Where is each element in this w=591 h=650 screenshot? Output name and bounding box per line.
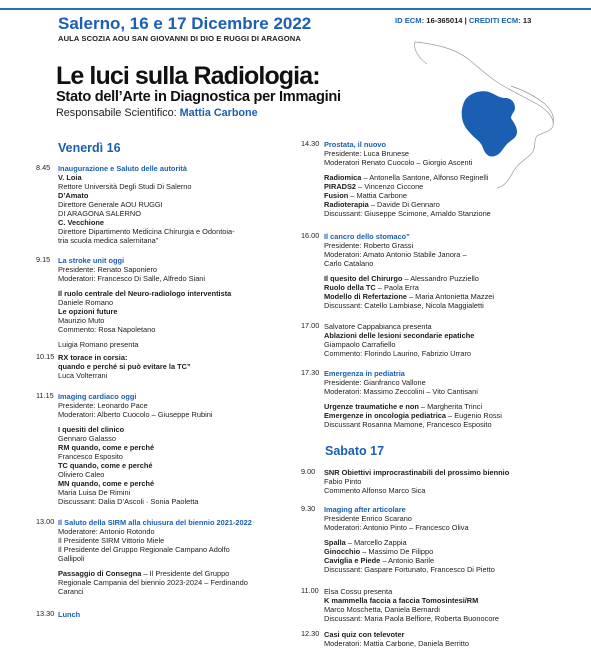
session-details [58,353,298,380]
session-text: Discussant: Gaspare Fortunato, Francesco Di Pietto [324,565,495,575]
talk-title: TC quando, come e perché [58,461,153,471]
talk-title: Passaggio di Consegna [58,569,142,579]
session-time: 11.00 [301,586,319,595]
session-text: Il Presidente del Gruppo Regionale Campano Adolfo [58,545,230,555]
talk-line [324,556,584,565]
session-text: Caranci [58,587,84,597]
talk-speaker: – Antonella Santone, Alfonso Reginelli [361,173,489,183]
session-text: Discussant: Giuseppe Scimone, Arnaldo Stanzione [324,209,491,219]
talk-speaker: – Paola Erra [375,283,419,293]
session-text: Salvatore Cappabianca presenta [324,322,432,331]
session-text: Direttore Dipartimento Medicina Chirurgia e Odontoia- [58,227,235,237]
talk-title: Casi quiz con televoter [324,630,405,639]
session-text: Carlo Catalano [324,259,374,269]
session-text: Presidente: Roberto Grassi [324,241,414,251]
session-details [324,505,584,574]
session-details [324,140,584,218]
session-details [324,232,584,310]
session-details [58,392,298,506]
session-details [58,164,298,245]
session-text: Direttore Generale AOU RUGGI [58,200,163,210]
ecm-id-label: ID ECM: [395,16,425,25]
session-text: Moderatori: Antonio Pinto – Francesco Oliva [324,523,469,533]
session-time: 17.30 [301,368,320,377]
talk-line [324,402,584,411]
session-text: Commento: Rosa Napoletano [58,325,156,335]
talk-title: RX torace in corsia: [58,353,128,362]
talk-speaker: – Massimo De Filippo [360,547,434,557]
session-time: 16.00 [301,231,320,240]
session-time: 13.00 [36,517,55,526]
session-text: Francesco Esposito [58,452,123,462]
puglia-outline [511,86,554,124]
session-title: Imaging after articolare [324,505,406,514]
talk-line [58,569,298,578]
session-time: 9.00 [301,467,316,476]
session-time: 10.15 [36,352,55,361]
session-text: Il Presidente SIRM Vittorio Miele [58,536,165,546]
session-details [324,468,584,495]
talk-speaker: – Davide Di Gennaro [368,200,440,210]
session-text: Gennaro Galasso [58,434,116,444]
session-time: 13.30 [36,609,55,618]
session-title: Emergenza in pediatria [324,369,405,378]
event-venue: AULA SCOZIA AOU SAN GIOVANNI DI DIO E RUGGI DI ARAGONA [58,34,301,43]
session-time: 11.15 [36,391,54,400]
talk-line [324,200,584,209]
talk-title: Ginocchio [324,547,361,557]
talk-title: RM quando, come e perché [58,443,155,453]
talk-title: PIRADS2 [324,182,357,192]
session-title: La stroke unit oggi [58,256,125,265]
session-title: Inaugurazione e Saluto delle autorità [58,164,187,173]
session-text: Presidente: Leonardo Pace [58,401,148,411]
day-heading-friday: Venerdì 16 [58,141,121,155]
session-text: Discussant Rosanna Mamone, Francesco Esposito [324,420,492,430]
session-text: Moderatori: Mattia Carbone, Daniela Berritto [324,639,470,649]
session-text: Moderatori: Amato Antonio Stabile Janora – [324,250,467,260]
session-text: Presidente: Luca Brunese [324,149,410,159]
ecm-credits-value: 13 [520,16,532,25]
session-time: 8.45 [36,163,51,172]
session-text: Moderatori: Francesco Di Salle, Alfredo Siani [58,274,206,284]
session-text: Presidente: Renato Saponiero [58,265,158,275]
session-title: Il cancro dello stomaco” [324,232,410,241]
session-text: Maurizio Muto [58,316,105,326]
talk-title: V. Loia [58,173,82,183]
event-date: Salerno, 16 e 17 Dicembre 2022 [58,14,312,33]
session-details [324,630,584,648]
session-text: Luca Volterrani [58,371,108,381]
talk-line [324,182,584,191]
talk-title: Ruolo della TC [324,283,376,293]
top-rule [0,8,591,10]
talk-line [324,292,584,301]
session-text: Moderatori: Alberto Cuocolo – Giuseppe Rubini [58,410,213,420]
session-text: Moderatore: Antonio Rotondo [58,527,155,537]
session-text: Maria Luisa De Rimini [58,488,131,498]
talk-line [324,274,584,283]
session-time: 9.30 [301,504,316,513]
talk-line [324,538,584,547]
ecm-credits-label: CREDITI ECM: [466,16,521,25]
session-details [324,322,584,358]
talk-speaker: – Mattia Carbone [348,191,407,201]
session-text: Marco Moschetta, Daniela Bernardi [324,605,440,615]
session-time: 17.00 [301,321,320,330]
session-text: Luigia Romano presenta [58,340,139,350]
session-details [324,587,584,623]
talk-line [324,191,584,200]
session-title: Prostata, il nuovo [324,140,387,149]
talk-title: Modello di Refertazione [324,292,407,302]
talk-title: K mammella faccia a faccia Tomosintesi/RM [324,596,479,606]
session-details [58,610,298,619]
talk-title: Urgenze traumatiche e non [324,402,419,412]
session-text: Commento Alfonso Marco Sica [324,486,426,496]
talk-speaker: – Il Presidente del Gruppo [141,569,230,579]
session-text: Gallipoli [58,554,85,564]
session-text: Daniele Romano [58,298,114,308]
talk-title: Il ruolo centrale del Neuro-radiologo interventista [58,289,232,299]
session-time: 9.15 [36,255,51,264]
session-details [324,369,584,429]
session-details [58,256,298,349]
talk-line [324,283,584,292]
talk-title: Emergenze in oncologia pediatrica [324,411,446,421]
talk-title: Spalla [324,538,346,548]
session-text: Commento: Florindo Laurino, Fabrizio Urraro [324,349,472,359]
session-text: Discussant: Catello Lambiase, Nicola Maggialetti [324,301,484,311]
session-text: Fabio Pinto [324,477,362,487]
session-text: Presidente: Gianfranco Vallone [324,378,426,388]
talk-title: Ablazioni delle lesioni secondarie epatiche [324,331,475,341]
session-text: Moderatori Renato Cuocolo – Giorgio Ascenti [324,158,473,168]
session-text: tria scuola medica salernitana” [58,236,159,246]
session-text: Regionale Campania del biennio 2023-2024 – Ferdinando [58,578,248,588]
talk-title: Caviglia e Piede [324,556,381,566]
talk-speaker: – Vincenzo Ciccone [356,182,424,192]
session-title: Il Saluto della SIRM alla chiusura del biennio 2021-2022 [58,518,252,527]
session-text: Discussant: Dalia D’Ascoli · Sonia Paoletta [58,497,199,507]
session-text: Rettore Università Degli Studi Di Salerno [58,182,192,192]
talk-line [324,411,584,420]
scientific-responsible [56,107,258,120]
session-time: 14.30 [301,139,320,148]
session-text: Discussant: Maria Paola Belfiore, Roberta Buonocore [324,614,500,624]
talk-title: quando e perché si può evitare la TC” [58,362,191,372]
responsible-name: Mattia Carbone [179,107,258,119]
talk-title: SNR Obiettivi improcrastinabili del prossimo biennio [324,468,510,477]
talk-title: Fusion [324,191,349,201]
talk-title: Le opzioni future [58,307,118,317]
session-text: Moderatori: Massimo Zeccolini – Vito Cantisani [324,387,478,397]
talk-title: Radiomica [324,173,362,183]
talk-title: I quesiti del clinico [58,425,125,435]
talk-speaker: – Marcello Zappia [345,538,407,548]
ecm-id-value: 16-365014 | [424,16,467,25]
session-title: Imaging cardiaco oggi [58,392,137,401]
talk-title: Il quesito del Chirurgo [324,274,403,284]
session-title: Lunch [58,610,81,619]
session-text: DI ARAGONA SALERNO [58,209,141,219]
talk-speaker: – Eugenio Rossi [445,411,502,421]
talk-speaker: – Alessandro Puzziello [402,274,479,284]
session-time: 12.30 [301,629,320,638]
day-heading-saturday: Sabato 17 [325,444,385,458]
talk-title: Radioterapia [324,200,369,210]
talk-speaker: – Antonio Barile [380,556,435,566]
session-text: Presidente Enrico Scarano [324,514,412,524]
page-subtitle: Stato dell’Arte in Diagnostica per Immagini [56,89,341,105]
session-text: Oliviero Caleo [58,470,105,480]
responsible-label: Responsabile Scientifico: [56,107,180,119]
session-text: Elsa Cossu presenta [324,587,393,596]
talk-speaker: – Maria Antonietta Mazzei [406,292,495,302]
talk-title: C. Vecchione [58,218,105,228]
session-text: Giampaolo Carrafiello [324,340,396,350]
talk-line [324,547,584,556]
ecm-info [395,16,531,25]
talk-title: MN quando, come e perché [58,479,155,489]
talk-speaker: – Margherita Trinci [418,402,483,412]
page-title: Le luci sulla Radiologia: [56,62,320,90]
session-details [58,518,298,596]
talk-line [324,173,584,182]
talk-title: D’Amato [58,191,89,201]
